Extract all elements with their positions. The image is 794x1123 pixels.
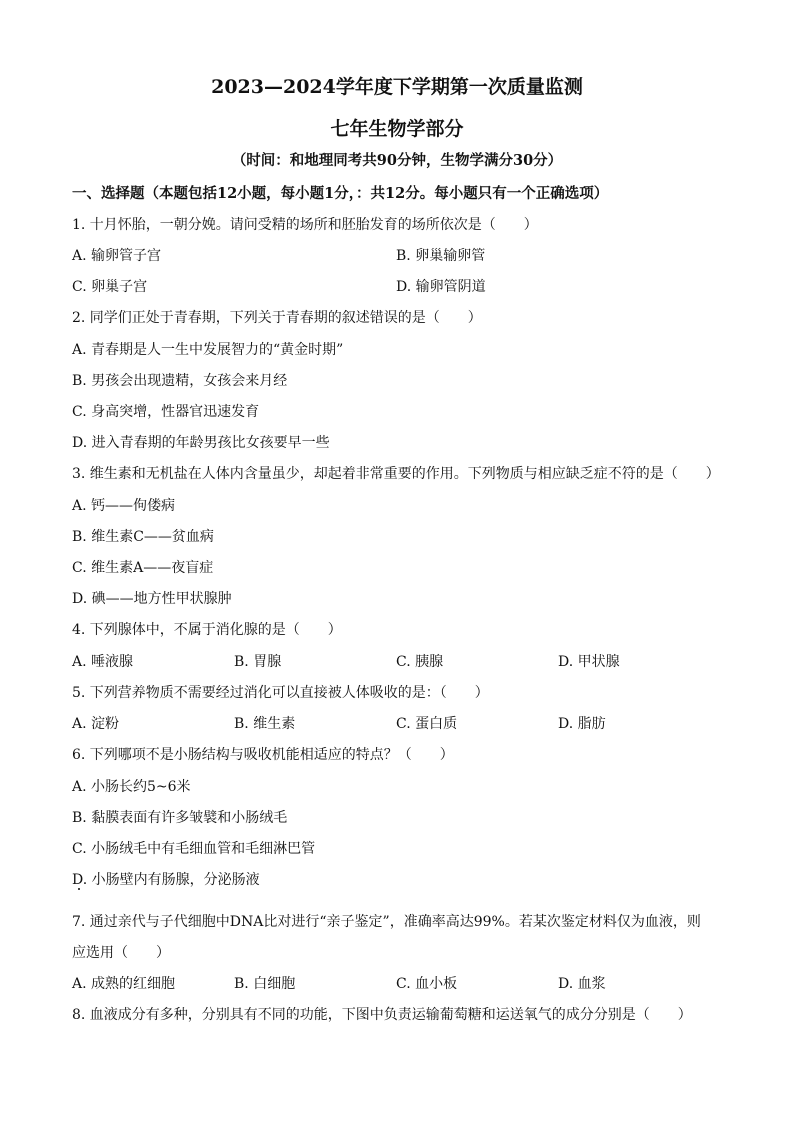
question-6-option-b: B. 黏膜表面有许多皱襞和小肠绒毛 (72, 810, 288, 826)
question-1-option-d: D. 输卵管阴道 (396, 279, 486, 295)
question-7-option-a: A. 成熟的红细胞 (72, 976, 176, 992)
question-7-stem-continued: 应选用（ ） (72, 945, 170, 961)
question-6-option-c: C. 小肠绒毛中有毛细血管和毛细淋巴管 (72, 841, 316, 857)
question-7-option-c: C. 血小板 (396, 976, 458, 992)
question-3-option-a: A. 钙——佝偻病 (72, 498, 176, 514)
question-4-option-b: B. 胃腺 (234, 654, 282, 670)
question-5-option-c: C. 蛋白质 (396, 716, 458, 732)
question-1-option-b: B. 卵巢输卵管 (396, 248, 486, 264)
question-5-option-a: A. 淀粉 (72, 716, 120, 732)
question-4-option-d: D. 甲状腺 (558, 654, 620, 670)
question-2-option-b: B. 男孩会出现遗精，女孩会来月经 (72, 373, 288, 389)
question-5-stem: 5. 下列营养物质不需要经过消化可以直接被人体吸收的是：（ ） (72, 685, 489, 701)
question-7-option-d: D. 血浆 (558, 976, 606, 992)
question-6-option-d: D. 小肠壁内有肠腺，分泌肠液 (72, 872, 260, 888)
question-4-stem: 4. 下列腺体中，不属于消化腺的是（ ） (72, 622, 342, 638)
exam-note: （时间：和地理同考共90分钟，生物学满分30分） (231, 152, 563, 169)
question-2-option-c: C. 身高突增，性器官迅速发育 (72, 404, 260, 420)
question-1-option-a: A. 输卵管子宫 (72, 248, 162, 264)
question-7-option-b: B. 白细胞 (234, 976, 296, 992)
question-8-stem: 8. 血液成分有多种，分别具有不同的功能，下图中负责运输葡萄糖和运送氧气的成分分别是（ ） (72, 1007, 692, 1023)
question-3-stem: 3. 维生素和无机盐在人体内含量虽少，却起着非常重要的作用。下列物质与相应缺乏症不符的是（ ） (72, 466, 720, 482)
question-2-option-d: D. 进入青春期的年龄男孩比女孩要早一些 (72, 435, 330, 451)
stray-dot (78, 888, 80, 890)
question-3-option-b: B. 维生素C——贫血病 (72, 529, 214, 545)
question-3-option-c: C. 维生素A——夜盲症 (72, 560, 214, 576)
question-1-stem: 1. 十月怀胎，一朝分娩。请问受精的场所和胚胎发育的场所依次是（ ） (72, 217, 538, 233)
exam-title: 2023—2024学年度下学期第一次质量监测 (211, 76, 583, 98)
question-4-option-a: A. 唾液腺 (72, 654, 134, 670)
question-6-stem: 6. 下列哪项不是小肠结构与吸收机能相适应的特点？（ ） (72, 747, 454, 763)
question-5-option-b: B. 维生素 (234, 716, 296, 732)
question-3-option-d: D. 碘——地方性甲状腺肿 (72, 591, 232, 607)
section-heading: 一、选择题（本题包括12小题，每小题1分，：共12分。每小题只有一个正确选项） (72, 185, 609, 202)
question-4-option-c: C. 胰腺 (396, 654, 444, 670)
question-2-stem: 2. 同学们正处于青春期，下列关于青春期的叙述错误的是（ ） (72, 310, 482, 326)
question-7-stem: 7. 通过亲代与子代细胞中DNA比对进行“亲子鉴定”，准确率高达99%。若某次鉴定材料仅为血液，则 (72, 914, 701, 930)
question-5-option-d: D. 脂肪 (558, 716, 606, 732)
exam-subtitle: 七年生物学部分 (330, 118, 464, 140)
question-6-option-a: A. 小肠长约5~6米 (72, 779, 191, 795)
question-1-option-c: C. 卵巢子宫 (72, 279, 148, 295)
question-2-option-a: A. 青春期是人一生中发展智力的“黄金时期” (72, 342, 344, 358)
